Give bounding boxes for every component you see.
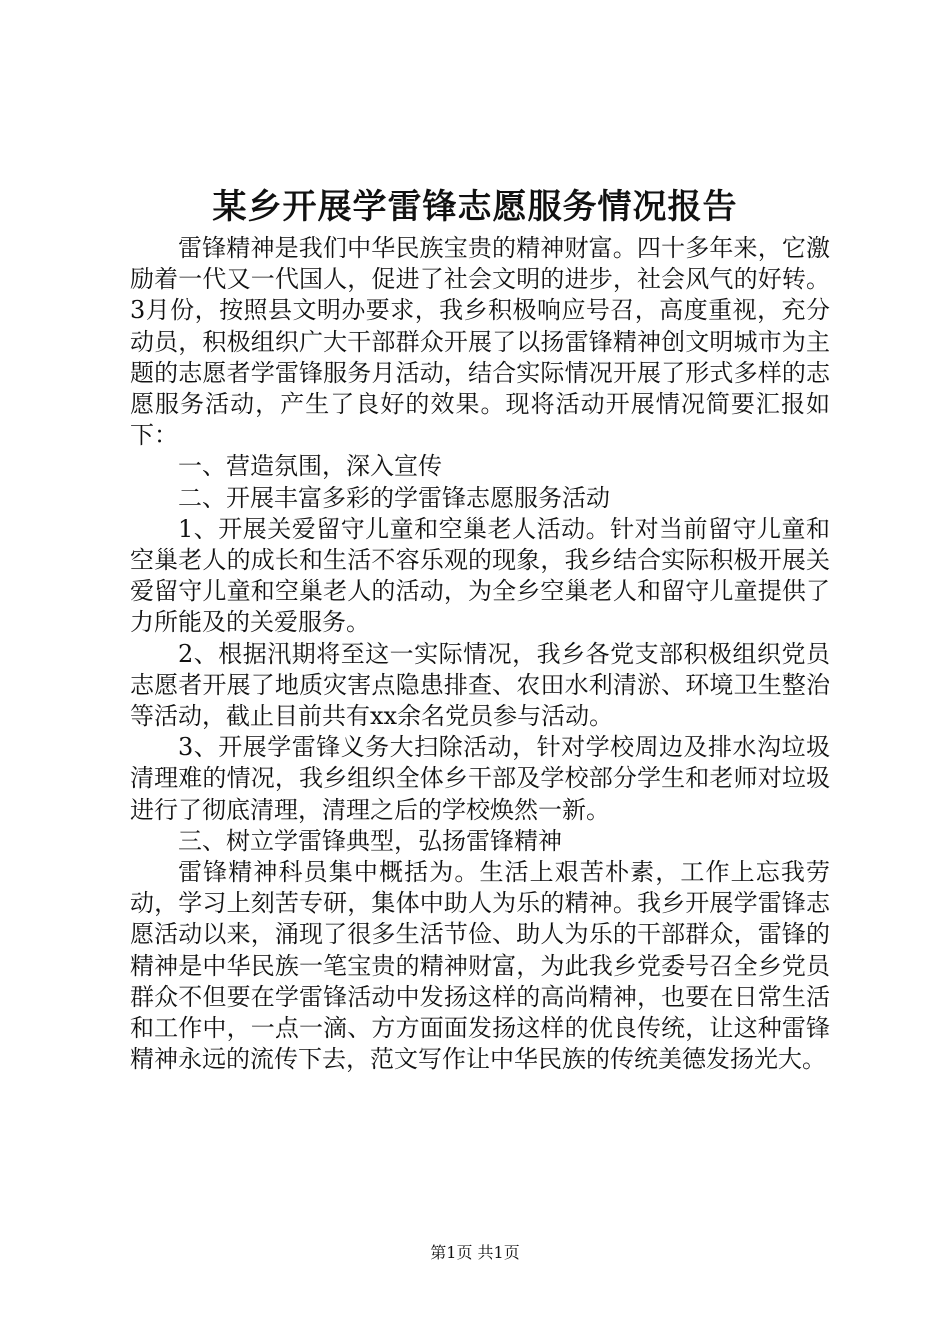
paragraph-item-2: 2、根据汛期将至这一实际情况，我乡各党支部积极组织党员志愿者开展了地质灾害点隐患排查、农田水利清淤、环境卫生整治等活动，截止目前共有xx余名党员参与活动。 — [130, 639, 830, 731]
document-body — [130, 233, 830, 1075]
paragraph-section-1-heading: 一、营造氛围，深入宣传 — [178, 452, 442, 481]
paragraph-section-2-heading: 二、开展丰富多彩的学雷锋志愿服务活动 — [178, 483, 610, 512]
document-title: 某乡开展学雷锋志愿服务情况报告 — [212, 187, 738, 227]
page-number-footer: 第1页 共1页 — [430, 1243, 520, 1262]
paragraph-item-1: 1、开展关爱留守儿童和空巢老人活动。针对当前留守儿童和空巢老人的成长和生活不容乐观的现象，我乡结合实际积极开展关爱留守儿童和空巢老人的活动，为全乡空巢老人和留守儿童提供了力所能及的关爱服务。 — [130, 514, 830, 637]
paragraph-item-3: 3、开展学雷锋义务大扫除活动，针对学校周边及排水沟垃圾清理难的情况，我乡组织全体乡干部及学校部分学生和老师对垃圾进行了彻底清理，清理之后的学校焕然一新。 — [130, 733, 830, 824]
paragraph-conclusion: 雷锋精神科员集中概括为。生活上艰苦朴素，工作上忘我劳动，学习上刻苦专研，集体中助人为乐的精神。我乡开展学雷锋志愿活动以来，涌现了很多生活节俭、助人为乐的干部群众，雷锋的精神是中华民族一笔宝贵的精神财富，为此我乡党委号召全乡党员群众不但要在学雷锋活动中发扬这样的高尚精神，也要在日常生活和工作中，一点一滴、方方面面发扬这样的优良传统，让这种雷锋精神永远的流传下去，范文写作让中华民族的传统美德发扬光大。 — [130, 858, 830, 1074]
paragraph-intro: 雷锋精神是我们中华民族宝贵的精神财富。四十多年来，它激励着一代又一代国人，促进了社会文明的进步，社会风气的好转。3月份，按照县文明办要求，我乡积极响应号召，高度重视，充分动员，积极组织广大干部群众开展了以扬雷锋精神创文明城市为主题的志愿者学雷锋服务月活动，结合实际情况开展了形式多样的志愿服务活动，产生了良好的效果。现将活动开展情况简要汇报如下： — [130, 234, 830, 450]
paragraph-section-3-heading: 三、树立学雷锋典型，弘扬雷锋精神 — [178, 826, 562, 855]
